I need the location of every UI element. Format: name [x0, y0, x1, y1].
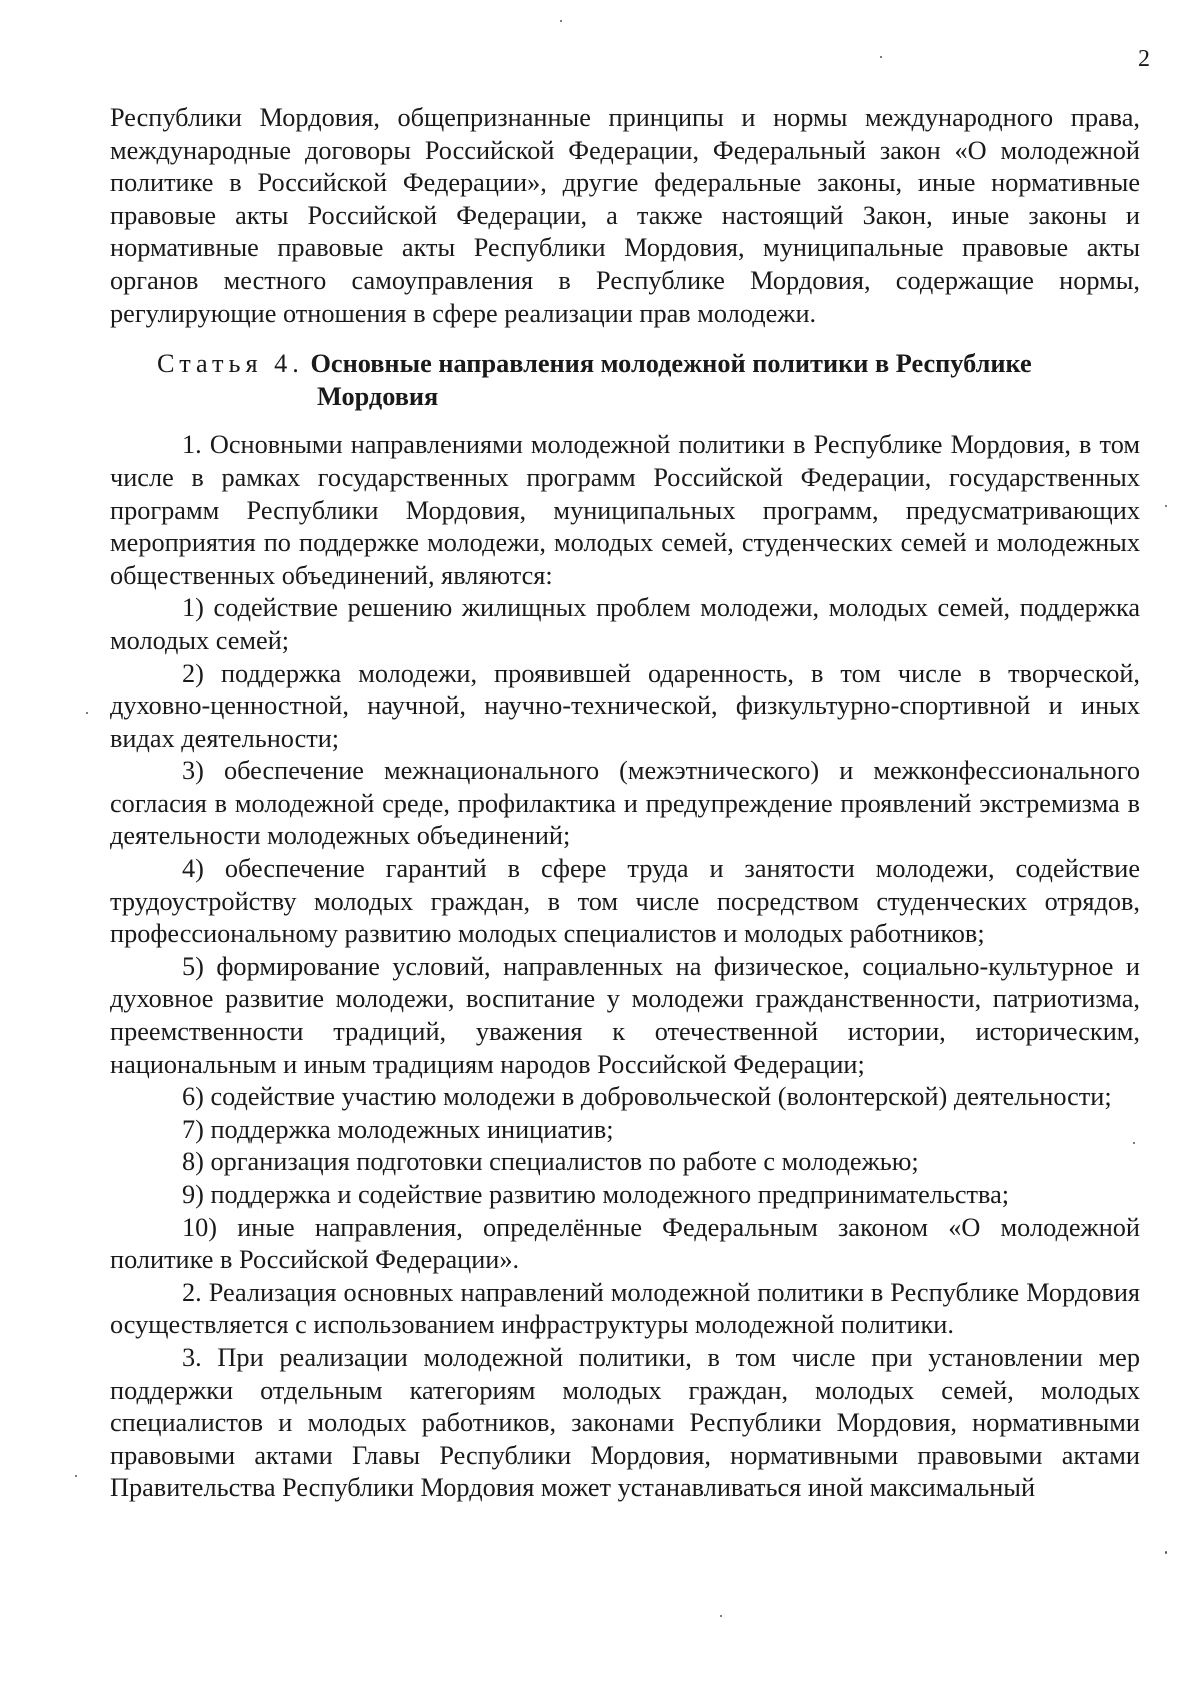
- article-heading: [110, 348, 1140, 413]
- article-title: Основные направления молодежной политики в Республике Мордовия: [310, 349, 1032, 411]
- document-body: [110, 102, 1140, 1505]
- list-item-1: 1) содействие решению жилищных проблем молодежи, молодых семей, поддержка молодых семей;: [110, 593, 1140, 655]
- scan-speck: [1165, 505, 1167, 507]
- list-item-2: 2) поддержка молодежи, проявившей одаренность, в том числе в творческой, духовно-ценностной, научной, научно-технической, физкультурно-спортивной и иных видах деятельности;: [110, 658, 1140, 753]
- list-item-5: 5) формирование условий, направленных на физическое, социально-культурное и духовное развитие молодежи, воспитание у молодежи гражданственности, патриотизма, преемственности традиций, уважения к отечественной истории, историческим, национальным и иным традициям народов Российской Федерации;: [110, 951, 1140, 1079]
- article-label: Статья 4.: [157, 349, 304, 379]
- paragraph-1: 1. Основными направлениями молодежной политики в Республике Мордовия, в том числе в рамках государственных программ Российской Федерации, государственных программ Республики Мордовия, муниципальных программ, предусматривающих мероприятия по поддержке молодежи, молодых семей, студенческих семей и молодежных общественных объединений, являются:: [110, 430, 1140, 590]
- list-item-6: 6) содействие участию молодежи в добровольческой (волонтерской) деятельности;: [182, 1082, 1112, 1112]
- intro-paragraph: Республики Мордовия, общепризнанные принципы и нормы международного права, международные договоры Российской Федерации, Федеральный закон «О молодежной политике в Российской Федерации», другие федеральные законы, иные нормативные правовые акты Российской Федерации, а также настоящий Закон, иные законы и нормативные правовые акты Республики Мордовия, муниципальные правовые акты органов местного самоуправления в Республике Мордовия, содержащие нормы, регулирующие отношения в сфере реализации прав молодежи.: [110, 103, 1140, 328]
- scan-speck: [880, 56, 882, 58]
- scan-speck: [560, 20, 562, 22]
- scan-speck: [1165, 1551, 1167, 1554]
- list-item-4: 4) обеспечение гарантий в сфере труда и занятости молодежи, содействие трудоустройству молодых граждан, в том числе посредством студенческих отрядов, профессиональному развитию молодых специалистов и молодых работников;: [110, 854, 1140, 949]
- paragraph-3: 3. При реализации молодежной политики, в том числе при установлении мер поддержки отдельным категориям молодых граждан, молодых семей, молодых специалистов и молодых работников, законами Республики Мордовия, нормативными правовыми актами Главы Республики Мордовия, нормативными правовыми актами Правительства Республики Мордовия может устанавливаться иной максимальный: [110, 1342, 1140, 1503]
- list-item-8: 8) организация подготовки специалистов по работе с молодежью;: [182, 1147, 919, 1177]
- list-item-9: 9) поддержка и содействие развитию молодежного предпринимательства;: [182, 1180, 1010, 1209]
- paragraph-2: 2. Реализация основных направлений молодежной политики в Республике Мордовия осуществляется с использованием инфраструктуры молодежной политики.: [110, 1277, 1140, 1340]
- list-item-7: 7) поддержка молодежных инициатив;: [182, 1114, 614, 1144]
- scan-speck: [1133, 1142, 1135, 1144]
- list-item-10: 10) иные направления, определённые Федеральным законом «О молодежной политике в Российской Федерации».: [110, 1212, 1140, 1275]
- scan-speck: [86, 712, 88, 714]
- list-item-3: 3) обеспечение межнационального (межэтнического) и межконфессионального согласия в молодежной среде, профилактика и предупреждение проявлений экстремизма в деятельности молодежных объединений;: [110, 756, 1140, 851]
- scan-speck: [75, 1475, 77, 1477]
- scan-speck: [720, 1615, 722, 1617]
- page-number: 2: [1138, 46, 1150, 72]
